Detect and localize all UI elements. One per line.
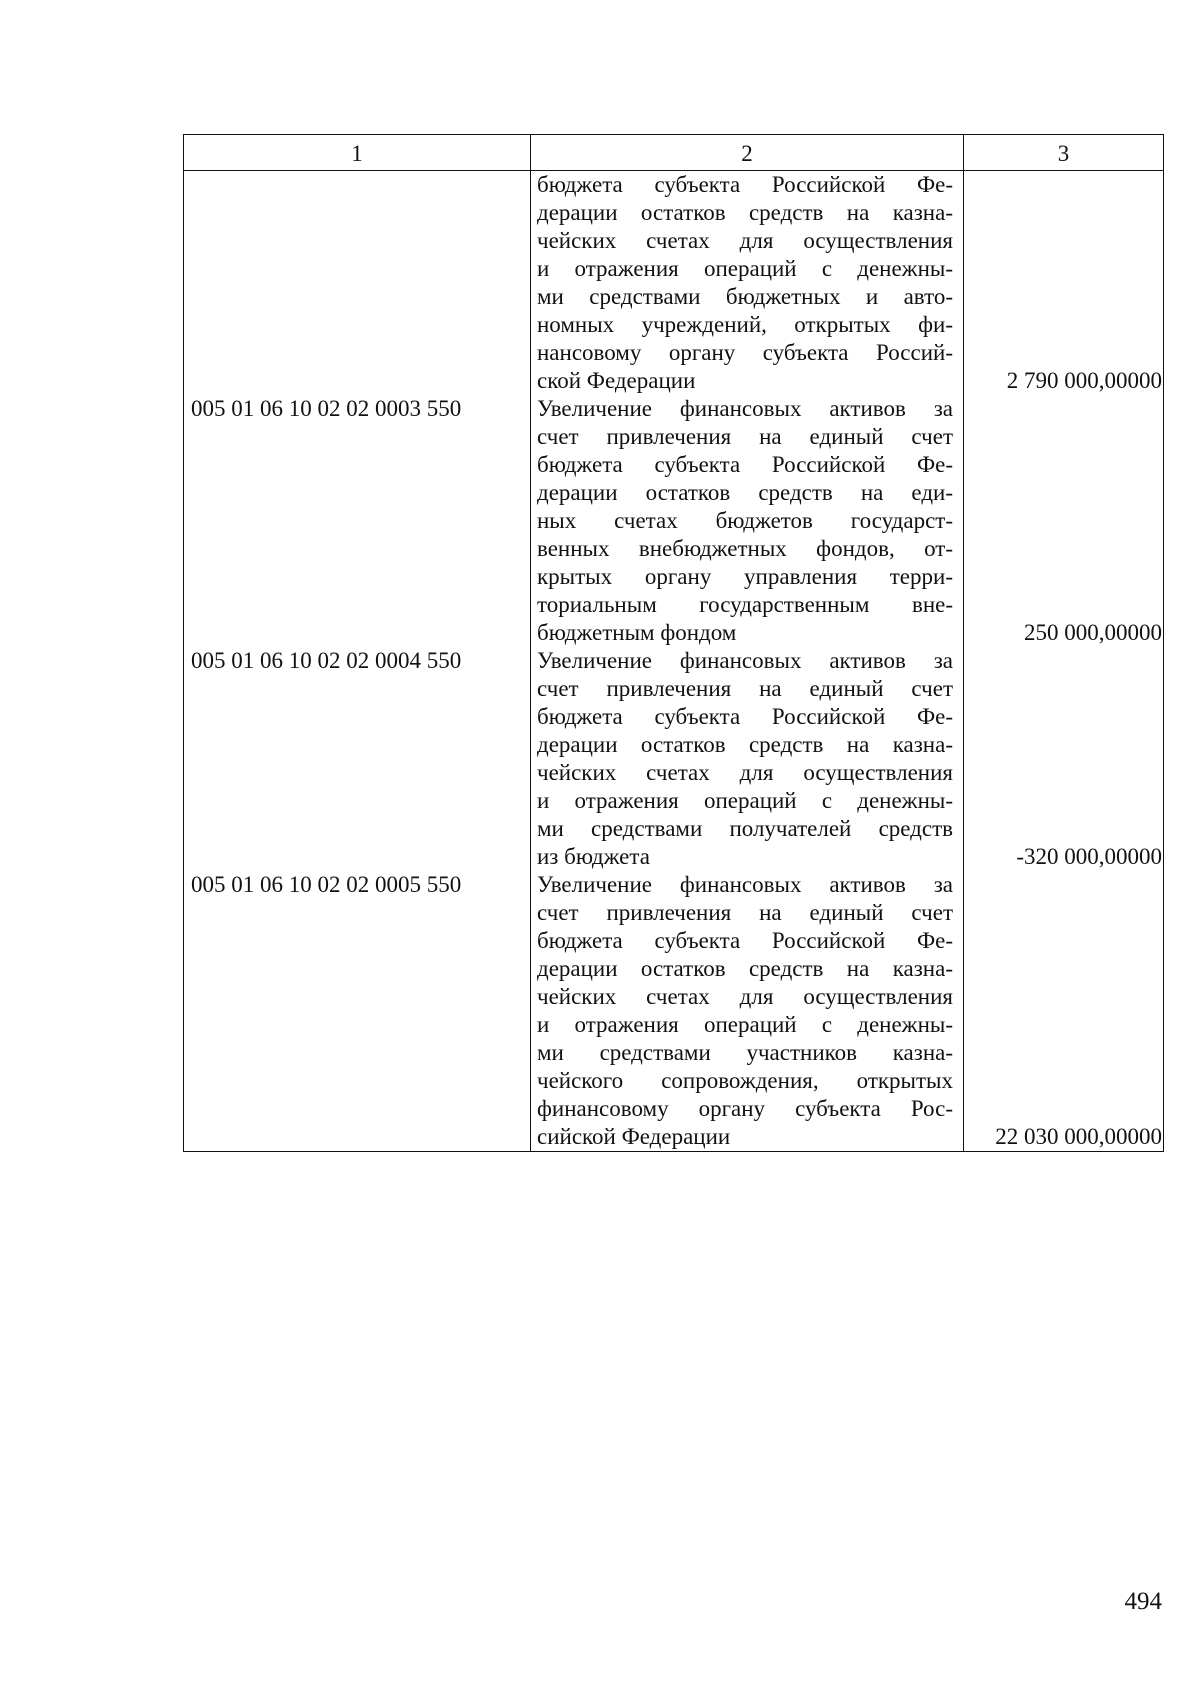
budget-code-line xyxy=(184,1067,530,1095)
budget-code-line xyxy=(184,955,530,983)
amount-line xyxy=(964,591,1163,619)
description-line: финансовому органу субъекта Рос- xyxy=(537,1096,953,1121)
budget-code-line xyxy=(184,731,530,759)
budget-code-line xyxy=(184,899,530,927)
amount-line xyxy=(964,171,1163,199)
amount-line xyxy=(964,451,1163,479)
description-line: номных учреждений, открытых фи- xyxy=(537,312,953,337)
budget-code-line xyxy=(184,759,530,787)
description-line: бюджетным фондом xyxy=(537,620,737,645)
budget-code-line xyxy=(184,927,530,955)
amount-line xyxy=(964,899,1163,927)
amount-line xyxy=(964,479,1163,507)
budget-code-line xyxy=(184,703,530,731)
amount-line xyxy=(964,1039,1163,1067)
description-line: венных внебюджетных фондов, от- xyxy=(537,536,953,561)
description-line: ми средствами участников казна- xyxy=(537,1040,953,1065)
description-line: ми средствами получателей средств xyxy=(537,816,953,841)
amount-line xyxy=(964,675,1163,703)
budget-code-line xyxy=(184,339,530,367)
description-line: счет привлечения на единый счет xyxy=(537,676,953,701)
description-line: бюджета субъекта Российской Фе- xyxy=(537,704,953,729)
budget-code-line xyxy=(184,787,530,815)
amount-line xyxy=(964,507,1163,535)
budget-code-line xyxy=(184,675,530,703)
amount-line xyxy=(964,423,1163,451)
amount-line xyxy=(964,983,1163,1011)
description-line: и отражения операций с денежны- xyxy=(537,788,953,813)
budget-code-line xyxy=(184,1011,530,1039)
description-line: чейских счетах для осуществления xyxy=(537,760,953,785)
amount-line xyxy=(964,955,1163,983)
code-column xyxy=(184,171,531,1152)
amount-line xyxy=(964,339,1163,367)
budget-code-line xyxy=(184,1123,530,1151)
description-line: крытых органу управления терри- xyxy=(537,564,953,589)
budget-code-line xyxy=(184,171,530,199)
budget-code-line xyxy=(184,983,530,1011)
budget-code-line xyxy=(184,815,530,843)
description-line: ториальным государственным вне- xyxy=(537,592,953,617)
header-col-3: 3 xyxy=(964,135,1164,171)
description-line: счет привлечения на единый счет xyxy=(537,424,953,449)
amount-line xyxy=(964,927,1163,955)
description-line: ми средствами бюджетных и авто- xyxy=(537,284,953,309)
budget-code-line xyxy=(184,451,530,479)
budget-code-line xyxy=(184,255,530,283)
description-line: и отражения операций с денежны- xyxy=(537,1012,953,1037)
budget-code-line xyxy=(184,311,530,339)
description-line: чейского сопровождения, открытых xyxy=(537,1068,953,1093)
description-line: дерации остатков средств на еди- xyxy=(537,480,953,505)
budget-code-line xyxy=(184,843,530,871)
amount-line: 2 790 000,00000 xyxy=(1006,368,1162,393)
amount-line xyxy=(964,311,1163,339)
budget-code-line xyxy=(184,479,530,507)
description-column-lines xyxy=(531,171,963,1151)
amount-line xyxy=(964,815,1163,843)
budget-table xyxy=(183,134,1164,1152)
amount-line xyxy=(964,1011,1163,1039)
amount-line: -320 000,00000 xyxy=(1016,844,1162,869)
budget-code-line xyxy=(184,283,530,311)
description-line: дерации остатков средств на казна- xyxy=(537,956,953,981)
header-col-2: 2 xyxy=(531,135,964,171)
budget-code-line xyxy=(184,367,530,395)
amount-line xyxy=(964,199,1163,227)
description-line: ской Федерации xyxy=(537,368,696,393)
description-line: бюджета субъекта Российской Фе- xyxy=(537,452,953,477)
description-line: из бюджета xyxy=(537,844,650,869)
amount-line xyxy=(964,759,1163,787)
amount-line xyxy=(964,283,1163,311)
budget-code-line: 005 01 06 10 02 02 0005 550 xyxy=(191,872,462,897)
description-line: дерации остатков средств на казна- xyxy=(537,200,953,225)
amount-line xyxy=(964,1067,1163,1095)
budget-code-line xyxy=(184,227,530,255)
amount-line xyxy=(964,563,1163,591)
description-line: и отражения операций с денежны- xyxy=(537,256,953,281)
amount-column-lines xyxy=(964,171,1163,1151)
budget-code-line xyxy=(184,1039,530,1067)
description-line: счет привлечения на единый счет xyxy=(537,900,953,925)
amount-line: 22 030 000,00000 xyxy=(995,1124,1162,1149)
description-line: ных счетах бюджетов государст- xyxy=(537,508,953,533)
page-number: 494 xyxy=(1124,1588,1162,1615)
description-line: сийской Федерации xyxy=(537,1124,731,1149)
amount-line: 250 000,00000 xyxy=(1024,620,1162,645)
description-column xyxy=(531,171,964,1152)
description-line: Увеличение финансовых активов за xyxy=(537,396,953,421)
budget-code-line xyxy=(184,591,530,619)
amount-column xyxy=(964,171,1164,1152)
description-line: чейских счетах для осуществления xyxy=(537,984,953,1009)
description-line: дерации остатков средств на казна- xyxy=(537,732,953,757)
amount-line xyxy=(964,395,1163,423)
budget-code-line xyxy=(184,507,530,535)
budget-code-line xyxy=(184,535,530,563)
amount-line xyxy=(964,871,1163,899)
amount-line xyxy=(964,1095,1163,1123)
budget-code-line xyxy=(184,563,530,591)
table-body-row xyxy=(184,171,1164,1152)
description-line: Увеличение финансовых активов за xyxy=(537,872,953,897)
description-line: нансовому органу субъекта Россий- xyxy=(537,340,953,365)
budget-code-line xyxy=(184,619,530,647)
amount-line xyxy=(964,227,1163,255)
budget-code-line xyxy=(184,1095,530,1123)
budget-code-line xyxy=(184,199,530,227)
description-line: бюджета субъекта Российской Фе- xyxy=(537,172,953,197)
budget-code-line: 005 01 06 10 02 02 0004 550 xyxy=(191,648,462,673)
amount-line xyxy=(964,703,1163,731)
amount-line xyxy=(964,535,1163,563)
description-line: бюджета субъекта Российской Фе- xyxy=(537,928,953,953)
amount-line xyxy=(964,647,1163,675)
code-column-lines xyxy=(184,171,530,1151)
budget-code-line: 005 01 06 10 02 02 0003 550 xyxy=(191,396,462,421)
description-line: чейских счетах для осуществления xyxy=(537,228,953,253)
amount-line xyxy=(964,255,1163,283)
amount-line xyxy=(964,731,1163,759)
header-row xyxy=(184,135,1164,171)
description-line: Увеличение финансовых активов за xyxy=(537,648,953,673)
amount-line xyxy=(964,787,1163,815)
header-col-1: 1 xyxy=(184,135,531,171)
budget-code-line xyxy=(184,423,530,451)
